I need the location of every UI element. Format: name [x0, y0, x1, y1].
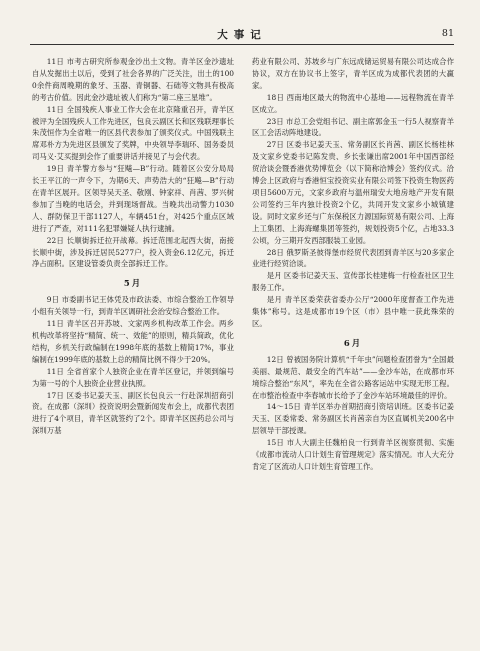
- entry-paragraph: 12日 曾被国务院计算机“千年虫”问题检查团誉为“全国最美丽、最规范、最安全的汽车站”——金沙车站，在成都市环境综合整治“东风”，率先在全省公路客运站中实现无形工程。在市整治检查中李春城市长给予了金沙车站环境最佳的评价。: [252, 354, 454, 400]
- right-column: [252, 56, 454, 473]
- entry-paragraph-continued: 药业有限公司、苏坡乡与广东远成储运贸易有限公司达成合作协议，双方在协议书上签字，青羊区成为成都代表团的大赢家。: [252, 57, 454, 90]
- entry-paragraph: 11日 青羊区召开苏坡、文家两乡机构改革工作会。两乡机构改革将坚持“精简、统一、效能”的原则，精兵简政，优化结构，乡机关行政编制在1998年底的基数上精简17%，事业编制在1999年底的基数上总的精简比例不得少于20%。: [32, 319, 234, 364]
- entry-paragraph: 23日 市总工会党组书记、副主席郭金玉一行5人视察青羊区工会活动阵地建设。: [252, 116, 454, 138]
- entry-paragraph: 18日 西南地区最大的物流中心基地——远程物流在青羊区成立。: [252, 92, 454, 114]
- page-number: 81: [441, 28, 454, 39]
- left-column: [32, 56, 234, 437]
- entry-paragraph: 9日 市委副书记王体凭及市政法委、市综合整治工作领导小组有关领导一行，到青羊区调研社会治安综合整治工作。: [32, 295, 234, 317]
- entry-paragraph: 22日 长顺街拆迁拉开战幕。拆迁范围北起西大街，南接长顺中街，涉及拆迁居民5277户，投入资金6.12亿元，拆迁净占面积。区建设管委负责全部拆迁工作。: [32, 235, 234, 269]
- month-heading: 6月: [343, 337, 363, 348]
- entry-paragraph: 27日 区委书记姜天玉、常务副区长肖茜、副区长杨桂林及文家乡党委书记陈发贵、乡长张谦出席2001年中国西部经贸洽谈会暨香港优势博览会（以下简称洽博会）签约仪式。洽博会上区政府与香港恒宝投资实业有限公司签下投资生物医药项目5600万元，文家乡政府与温州瑞安大地房地产开发有限公司签约三年内独计投资2个亿，共同开发文家乡小城镇建设。同时文家乡还与广东保税区力源国际贸易有限公司、上海上工集团、上海海螺集团等签约，规划投资5个亿，占地33.3公顷，分三期开发西部服装工业园。: [252, 140, 454, 245]
- entry-paragraph: 11日 全省首家个人独资企业在青羊区登记，并领到编号为第一号的个人独资企业营业执照。: [32, 366, 234, 388]
- entry-paragraph: 17日 区委书记姜天玉、副区长包良云一行赴深圳招商引资。在成都（深圳）投资说明会暨新闻发布会上，成都代表团进行了4个项目，青羊区就签约了2个。即青羊区医药总公司与深圳万基: [32, 390, 234, 436]
- chapter-title: 大事记: [217, 29, 267, 41]
- entry-paragraph: 28日 俄罗斯圣彼得堡市经贸代表团到青羊区与20多家企业进行经贸洽谈。: [252, 247, 454, 269]
- entry-paragraph: 11日 市考古研究所参观金沙出土文物。青羊区金沙遗址自从发掘出土以后，受到了社会各界的广泛关注，出土的1000余件商周晚期的象牙、玉器、青铜器、石础等文物具有极高的考古价值。因此金沙遗址被人们称为“第二座三星堆”。: [32, 57, 234, 102]
- month-heading: 5月: [123, 278, 143, 289]
- entry-paragraph: 是月 青羊区委荣获省委办公厅“2000年度督查工作先进集体”称号。这是成都市19个区（市）县中唯一获此殊荣的区。: [252, 295, 454, 328]
- entry-paragraph: 是月 区委书记姜天玉、宣传部长桂建梅一行检查社区卫生服务工作。: [252, 271, 454, 293]
- entry-paragraph: 11日 全国残疾人事业工作大会在北京隆重召开，青羊区被评为全国残疾人工作先进区，包良云副区长和区残联理事长朱茂恒作为全省唯一的区县代表参加了颁奖仪式。中国残联主席邓朴方为先进区县颁发了奖牌，中央领导李瑞环、国务委员司马义·艾买提到会作了重要讲话并接见了与会代表。: [32, 104, 234, 162]
- entry-paragraph: 14～15日 青羊区举办首期招商引资培训班。区委书记姜天玉、区委常委、常务副区长肖茜亲自为区直属机关200名中层领导干部授课。: [252, 402, 454, 436]
- entry-paragraph: 15日 市人大副主任魏柏良一行到青羊区视察贯彻、实施《成都市流动人口计划生育管理规定》落实情况。市人大充分肯定了区流动人口计划生育管理工作。: [252, 438, 454, 471]
- entry-paragraph: 19日 青羊警方参与“狂飚—B”行动。随着区公安分局局长王平江的一声令下，为期6天、声势浩大的“狂飚—B”行动在青羊区展开。区领导吴天圣、敬刚、钟家祥、肖茜、罗兴树参加了当晚的电话会，并到现场督战。当晚共出动警力1030人、群防保卫干部1127人，车辆451台，对425个重点区域进行了严查，对111名犯罪嫌疑人执行逮捕。: [32, 164, 234, 233]
- running-header: [30, 26, 454, 45]
